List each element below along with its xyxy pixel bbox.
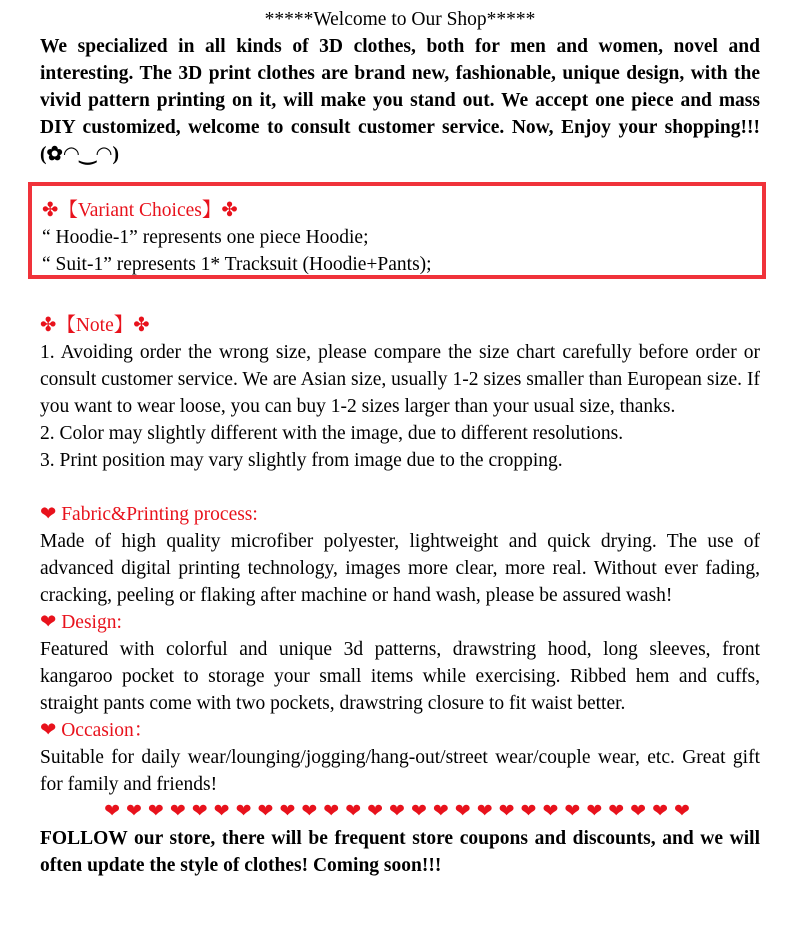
fabric-heading: ❤ Fabric&Printing process: <box>40 504 258 525</box>
product-description <box>40 6 760 879</box>
variant-choices-box <box>28 182 766 279</box>
note-item-3: 3. Print position may vary slightly from image due to the cropping. <box>40 450 563 471</box>
welcome-banner: *****Welcome to Our Shop***** <box>264 9 536 30</box>
variant-line-suit: “ Suit-1” represents 1* Tracksuit (Hoodie+Pants); <box>42 254 432 275</box>
hearts-divider: ❤❤❤❤❤❤❤❤❤❤❤❤❤❤❤❤❤❤❤❤❤❤❤❤❤❤❤ <box>104 801 696 822</box>
note-item-1: 1. Avoiding order the wrong size, please compare the size chart carefully before order or consult customer service. We are Asian size, usually 1-2 sizes smaller than European size. If you want to wear loose, you can buy 1-2 sizes larger than your usual size, thanks. <box>40 342 760 417</box>
note-heading: ✤【Note】✤ <box>40 315 150 336</box>
fabric-text: Made of high quality microfiber polyester, lightweight and quick drying. The use of advanced digital printing technology, images more clear, more real. Without ever fading, cracking, peeling or flaking after machine or hand wash, please be assured wash! <box>40 531 760 606</box>
occasion-text: Suitable for daily wear/lounging/jogging/hang-out/street wear/couple wear, etc. Great gift for family and friends! <box>40 747 760 795</box>
note-item-2: 2. Color may slightly different with the image, due to different resolutions. <box>40 423 624 444</box>
design-heading: ❤ Design: <box>40 612 122 633</box>
occasion-heading: ❤ Occasion： <box>40 720 154 741</box>
section-gap <box>40 474 760 501</box>
intro-paragraph: We specialized in all kinds of 3D clothes, both for men and women, novel and interesting. The 3D print clothes are brand new, fashionable, unique design, with the vivid pattern printing on it, will make you stand out. We accept one piece and mass DIY customized, welcome to consult customer service. Now, Enjoy your shopping!!!(✿◠‿◠) <box>40 36 760 165</box>
variant-heading: ✤【Variant Choices】✤ <box>42 200 238 221</box>
design-text: Featured with colorful and unique 3d patterns, drawstring hood, long sleeves, front kangaroo pocket to storage your small items while exercising. Ribbed hem and cuffs, straight pants come with two pockets, drawstring closure to fit waist better. <box>40 639 760 714</box>
follow-paragraph: FOLLOW our store, there will be frequent store coupons and discounts, and we will often update the style of clothes! Coming soon!!! <box>40 828 760 876</box>
variant-line-hoodie: “ Hoodie-1” represents one piece Hoodie; <box>42 227 369 248</box>
